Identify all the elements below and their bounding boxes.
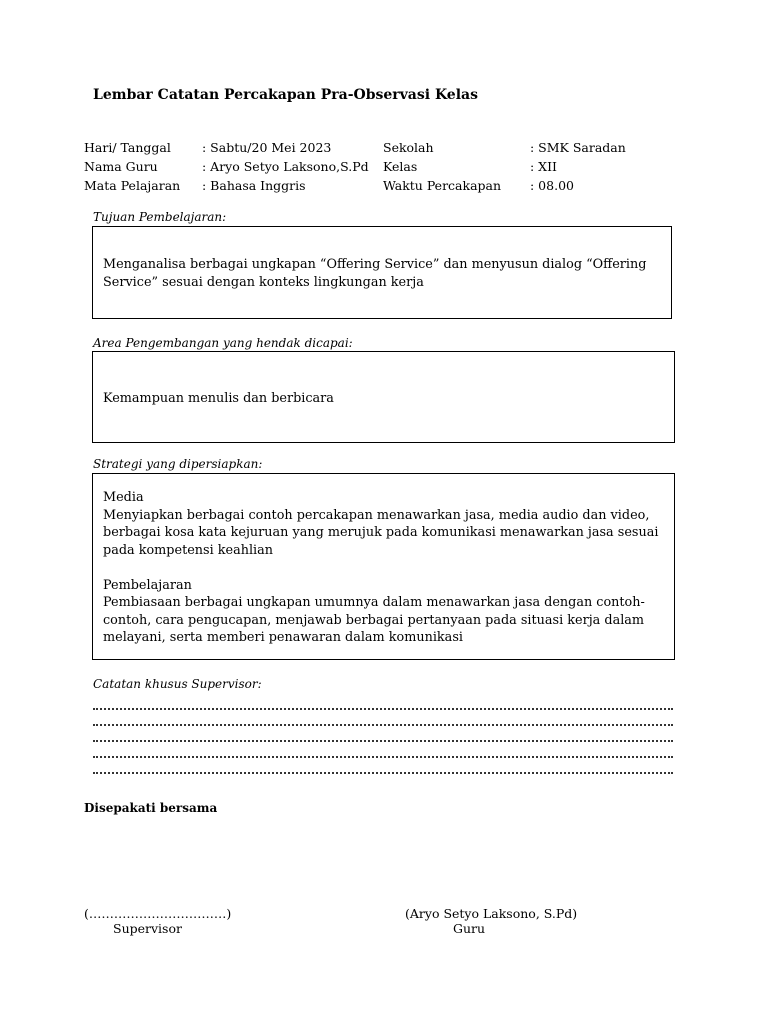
dotted-line bbox=[93, 742, 673, 758]
info-value: : XII bbox=[530, 159, 557, 174]
info-value: : SMK Saradan bbox=[530, 140, 626, 155]
info-label: Mata Pelajaran bbox=[84, 178, 181, 193]
guru-role: Guru bbox=[453, 921, 486, 936]
catatan-lines bbox=[93, 694, 673, 774]
area-text: Kemampuan menulis dan berbicara bbox=[103, 391, 334, 406]
dotted-line bbox=[93, 710, 673, 726]
info-value: : Bahasa Inggris bbox=[202, 178, 306, 193]
info-label: Waktu Percakapan bbox=[383, 178, 502, 193]
media-text: Menyiapkan berbagai contoh percakapan menawarkan jasa, media audio dan video, berbagai kosa kata kejuruan yang merujuk pada komunikasi menawarkan jasa sesuai pada kompetensi keahlian bbox=[103, 507, 659, 558]
dotted-line bbox=[93, 758, 673, 774]
media-heading: Media bbox=[103, 490, 144, 505]
document-title: Lembar Catatan Percakapan Pra-Observasi Kelas bbox=[93, 87, 478, 103]
strategi-box bbox=[92, 473, 675, 660]
info-label: Nama Guru bbox=[84, 159, 158, 174]
area-label: Area Pengembangan yang hendak dicapai: bbox=[93, 336, 353, 350]
area-box bbox=[92, 351, 675, 443]
dotted-line bbox=[93, 726, 673, 742]
info-value: : Aryo Setyo Laksono,S.Pd bbox=[202, 159, 369, 174]
strategi-content bbox=[103, 489, 664, 647]
info-label: Hari/ Tanggal bbox=[84, 140, 171, 155]
pembelajaran-heading: Pembelajaran bbox=[103, 577, 192, 593]
tujuan-text: Menganalisa berbagai ungkapan “Offering Service” dan menyusun dialog “Offering Service” sesuai dengan konteks lingkungan kerja bbox=[103, 257, 647, 290]
catatan-label: Catatan khusus Supervisor: bbox=[93, 677, 262, 691]
strategi-label: Strategi yang dipersiapkan: bbox=[93, 457, 263, 471]
pembelajaran-text: Pembiasaan berbagai ungkapan umumnya dalam menawarkan jasa dengan contoh-contoh, cara pengucapan, menjawab berbagai pertanyaan pada situasi kerja dalam melayani, serta memberi penawaran dalam komunikasi bbox=[103, 595, 645, 645]
tujuan-box bbox=[92, 226, 672, 319]
supervisor-role: Supervisor bbox=[113, 921, 182, 936]
info-label: Kelas bbox=[383, 159, 418, 174]
supervisor-name: (……………………………) bbox=[84, 906, 232, 921]
info-label: Sekolah bbox=[383, 140, 434, 155]
tujuan-label: Tujuan Pembelajaran: bbox=[93, 210, 227, 224]
dotted-line bbox=[93, 694, 673, 710]
guru-name: (Aryo Setyo Laksono, S.Pd) bbox=[405, 906, 578, 921]
agreed-text: Disepakati bersama bbox=[84, 801, 218, 815]
info-value: : Sabtu/20 Mei 2023 bbox=[202, 140, 332, 155]
info-value: : 08.00 bbox=[530, 178, 574, 193]
